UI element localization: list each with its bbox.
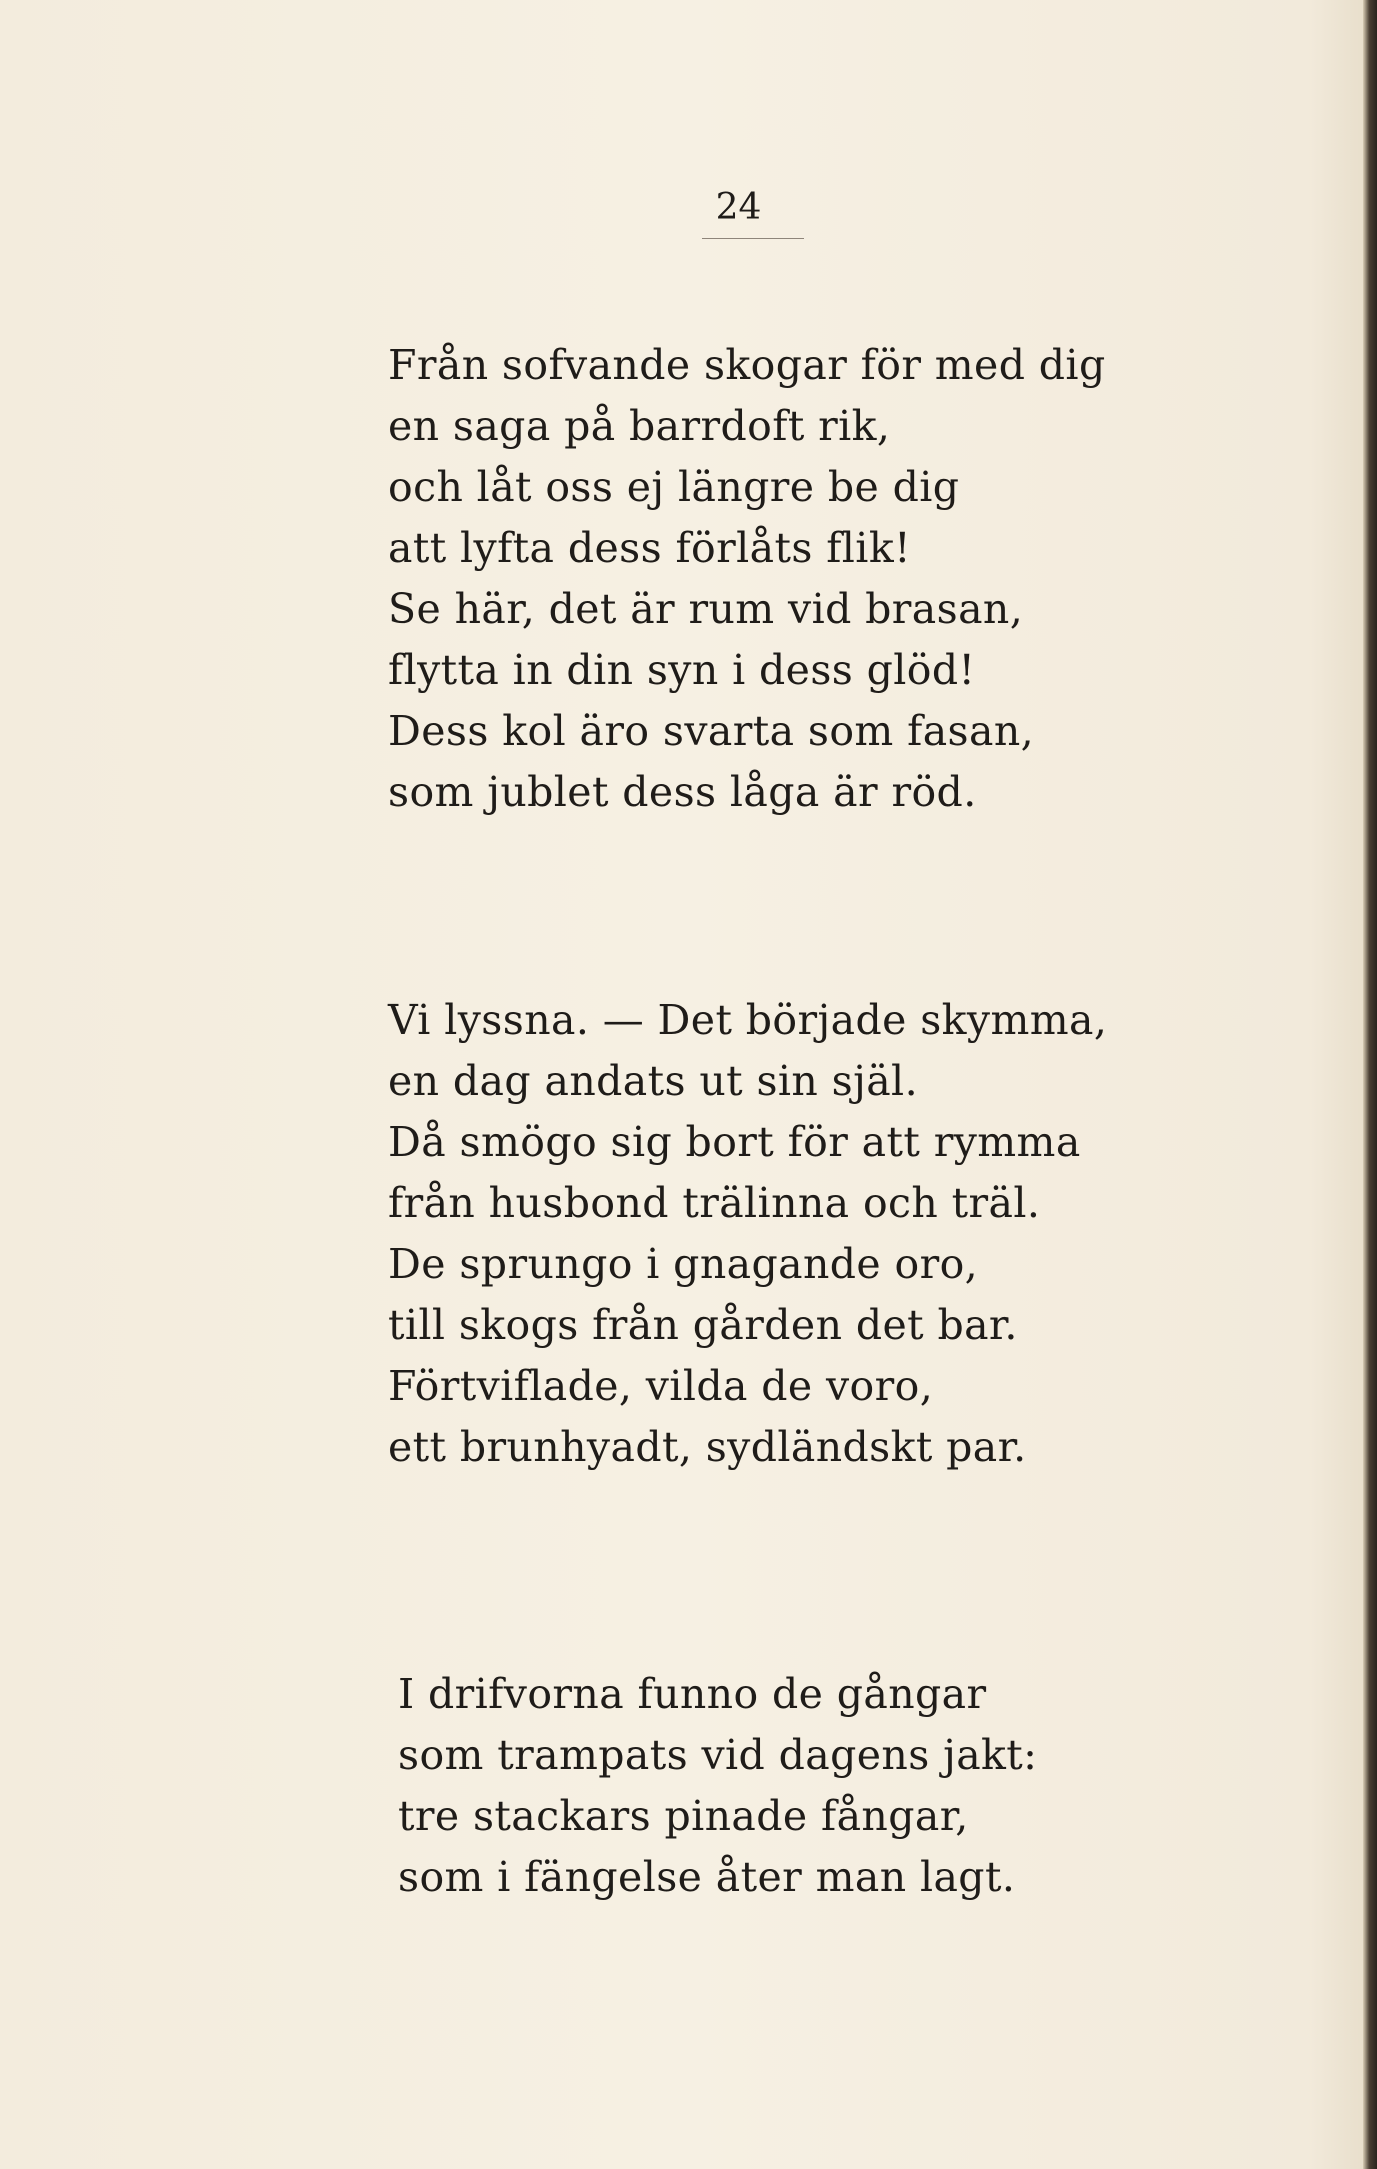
verse-line: som i fängelse åter man lagt. bbox=[398, 1853, 1016, 1901]
verse-line: ett brunhyadt, sydländskt par. bbox=[388, 1423, 1027, 1471]
verse-line: som jublet dess låga är röd. bbox=[388, 768, 977, 816]
verse-line: en saga på barrdoft rik, bbox=[388, 402, 891, 450]
verse-line: från husbond trälinna och träl. bbox=[388, 1179, 1041, 1227]
book-spine-edge bbox=[1363, 0, 1377, 2169]
verse-line: och låt oss ej längre be dig bbox=[388, 463, 960, 511]
stanza-2 bbox=[388, 990, 1107, 1478]
verse-line: tre stackars pinade fångar, bbox=[398, 1792, 969, 1840]
verse-line: De sprungo i gnagande oro, bbox=[388, 1240, 979, 1288]
verse-line: som trampats vid dagens jakt: bbox=[398, 1731, 1038, 1779]
verse-line: en dag andats ut sin själ. bbox=[388, 1057, 919, 1105]
verse-line: Från sofvande skogar för med dig bbox=[388, 341, 1106, 389]
stanza-3 bbox=[398, 1664, 1037, 1908]
verse-line: flytta in din syn i dess glöd! bbox=[388, 646, 976, 694]
page-number-text: 24 bbox=[715, 187, 762, 228]
verse-line: att lyfta dess förlåts flik! bbox=[388, 524, 911, 572]
verse-line: I drifvorna funno de gångar bbox=[398, 1670, 987, 1718]
page-number-rule bbox=[702, 238, 804, 239]
verse-line: Förtviflade, vilda de voro, bbox=[388, 1362, 934, 1410]
verse-line: Vi lyssna. — Det började skymma, bbox=[388, 996, 1108, 1044]
verse-line: Dess kol äro svarta som fasan, bbox=[388, 707, 1035, 755]
verse-line: Då smögo sig bort för att rymma bbox=[388, 1118, 1081, 1166]
verse-line: Se här, det är rum vid brasan, bbox=[388, 585, 1024, 633]
verse-line: till skogs från gården det bar. bbox=[388, 1301, 1018, 1349]
stanza-1 bbox=[388, 335, 1106, 823]
page-number bbox=[0, 186, 1377, 230]
